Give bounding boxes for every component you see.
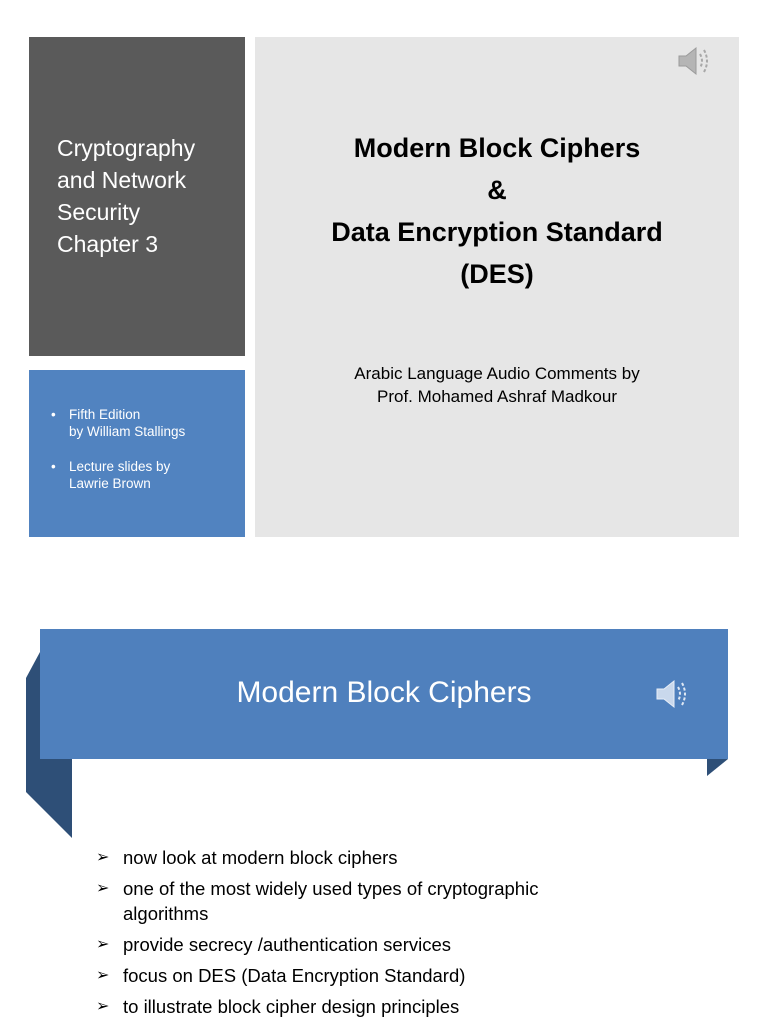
- arrow-bullet-icon: ➢: [96, 849, 110, 866]
- course-title: [57, 132, 237, 260]
- slide-subtitle: [255, 362, 739, 408]
- credit-line: Fifth Edition: [69, 407, 141, 422]
- list-item-text: one of the most widely used types of cryptographic: [123, 878, 539, 899]
- credit-line: by William Stallings: [69, 424, 186, 439]
- list-item-text: now look at modern block ciphers: [123, 847, 398, 868]
- heading-line: Modern Block Ciphers: [353, 133, 641, 163]
- list-item-text: to illustrate block cipher design principles: [123, 996, 460, 1017]
- heading-line: Data Encryption Standard: [331, 217, 663, 247]
- credit-line: Lawrie Brown: [69, 476, 151, 491]
- arrow-bullet-icon: ➢: [96, 998, 110, 1015]
- banner-tail: [707, 759, 728, 776]
- credit-line: Lecture slides by: [69, 459, 171, 474]
- arrow-bullet-icon: ➢: [96, 967, 110, 984]
- course-title-line: Cryptography: [57, 135, 196, 161]
- list-item: [96, 932, 538, 957]
- arrow-bullet-icon: ➢: [96, 936, 110, 953]
- credits-list: [51, 406, 185, 510]
- course-title-line: Chapter 3: [57, 231, 159, 257]
- credits-panel: [29, 370, 245, 537]
- course-title-line: and Network: [57, 167, 187, 193]
- list-item: [96, 845, 538, 870]
- subtitle-line: Prof. Mohamed Ashraf Madkour: [376, 387, 617, 406]
- course-title-panel: [29, 37, 245, 356]
- bullet-icon: •: [51, 407, 56, 422]
- subtitle-line: Arabic Language Audio Comments by: [354, 364, 640, 383]
- list-item-text: algorithms: [123, 903, 209, 924]
- list-item: [96, 963, 538, 988]
- title-slide-panel: [255, 37, 739, 537]
- heading-line: &: [487, 175, 507, 205]
- credit-item: [51, 406, 185, 440]
- heading-line: (DES): [460, 259, 534, 289]
- title-banner: [40, 629, 728, 759]
- course-title-line: Security: [57, 199, 141, 225]
- bullet-list: [96, 845, 538, 1025]
- bullet-icon: •: [51, 459, 56, 474]
- slide-title: Modern Block Ciphers: [236, 676, 532, 709]
- speaker-icon[interactable]: [653, 674, 693, 714]
- list-item: [96, 876, 538, 926]
- list-item-text: focus on DES (Data Encryption Standard): [123, 965, 466, 986]
- credit-item: [51, 458, 185, 492]
- list-item-text: provide secrecy /authentication services: [123, 934, 452, 955]
- arrow-bullet-icon: ➢: [96, 880, 110, 897]
- list-item: [96, 994, 538, 1019]
- slide-heading: [255, 127, 739, 295]
- speaker-icon[interactable]: [675, 41, 715, 81]
